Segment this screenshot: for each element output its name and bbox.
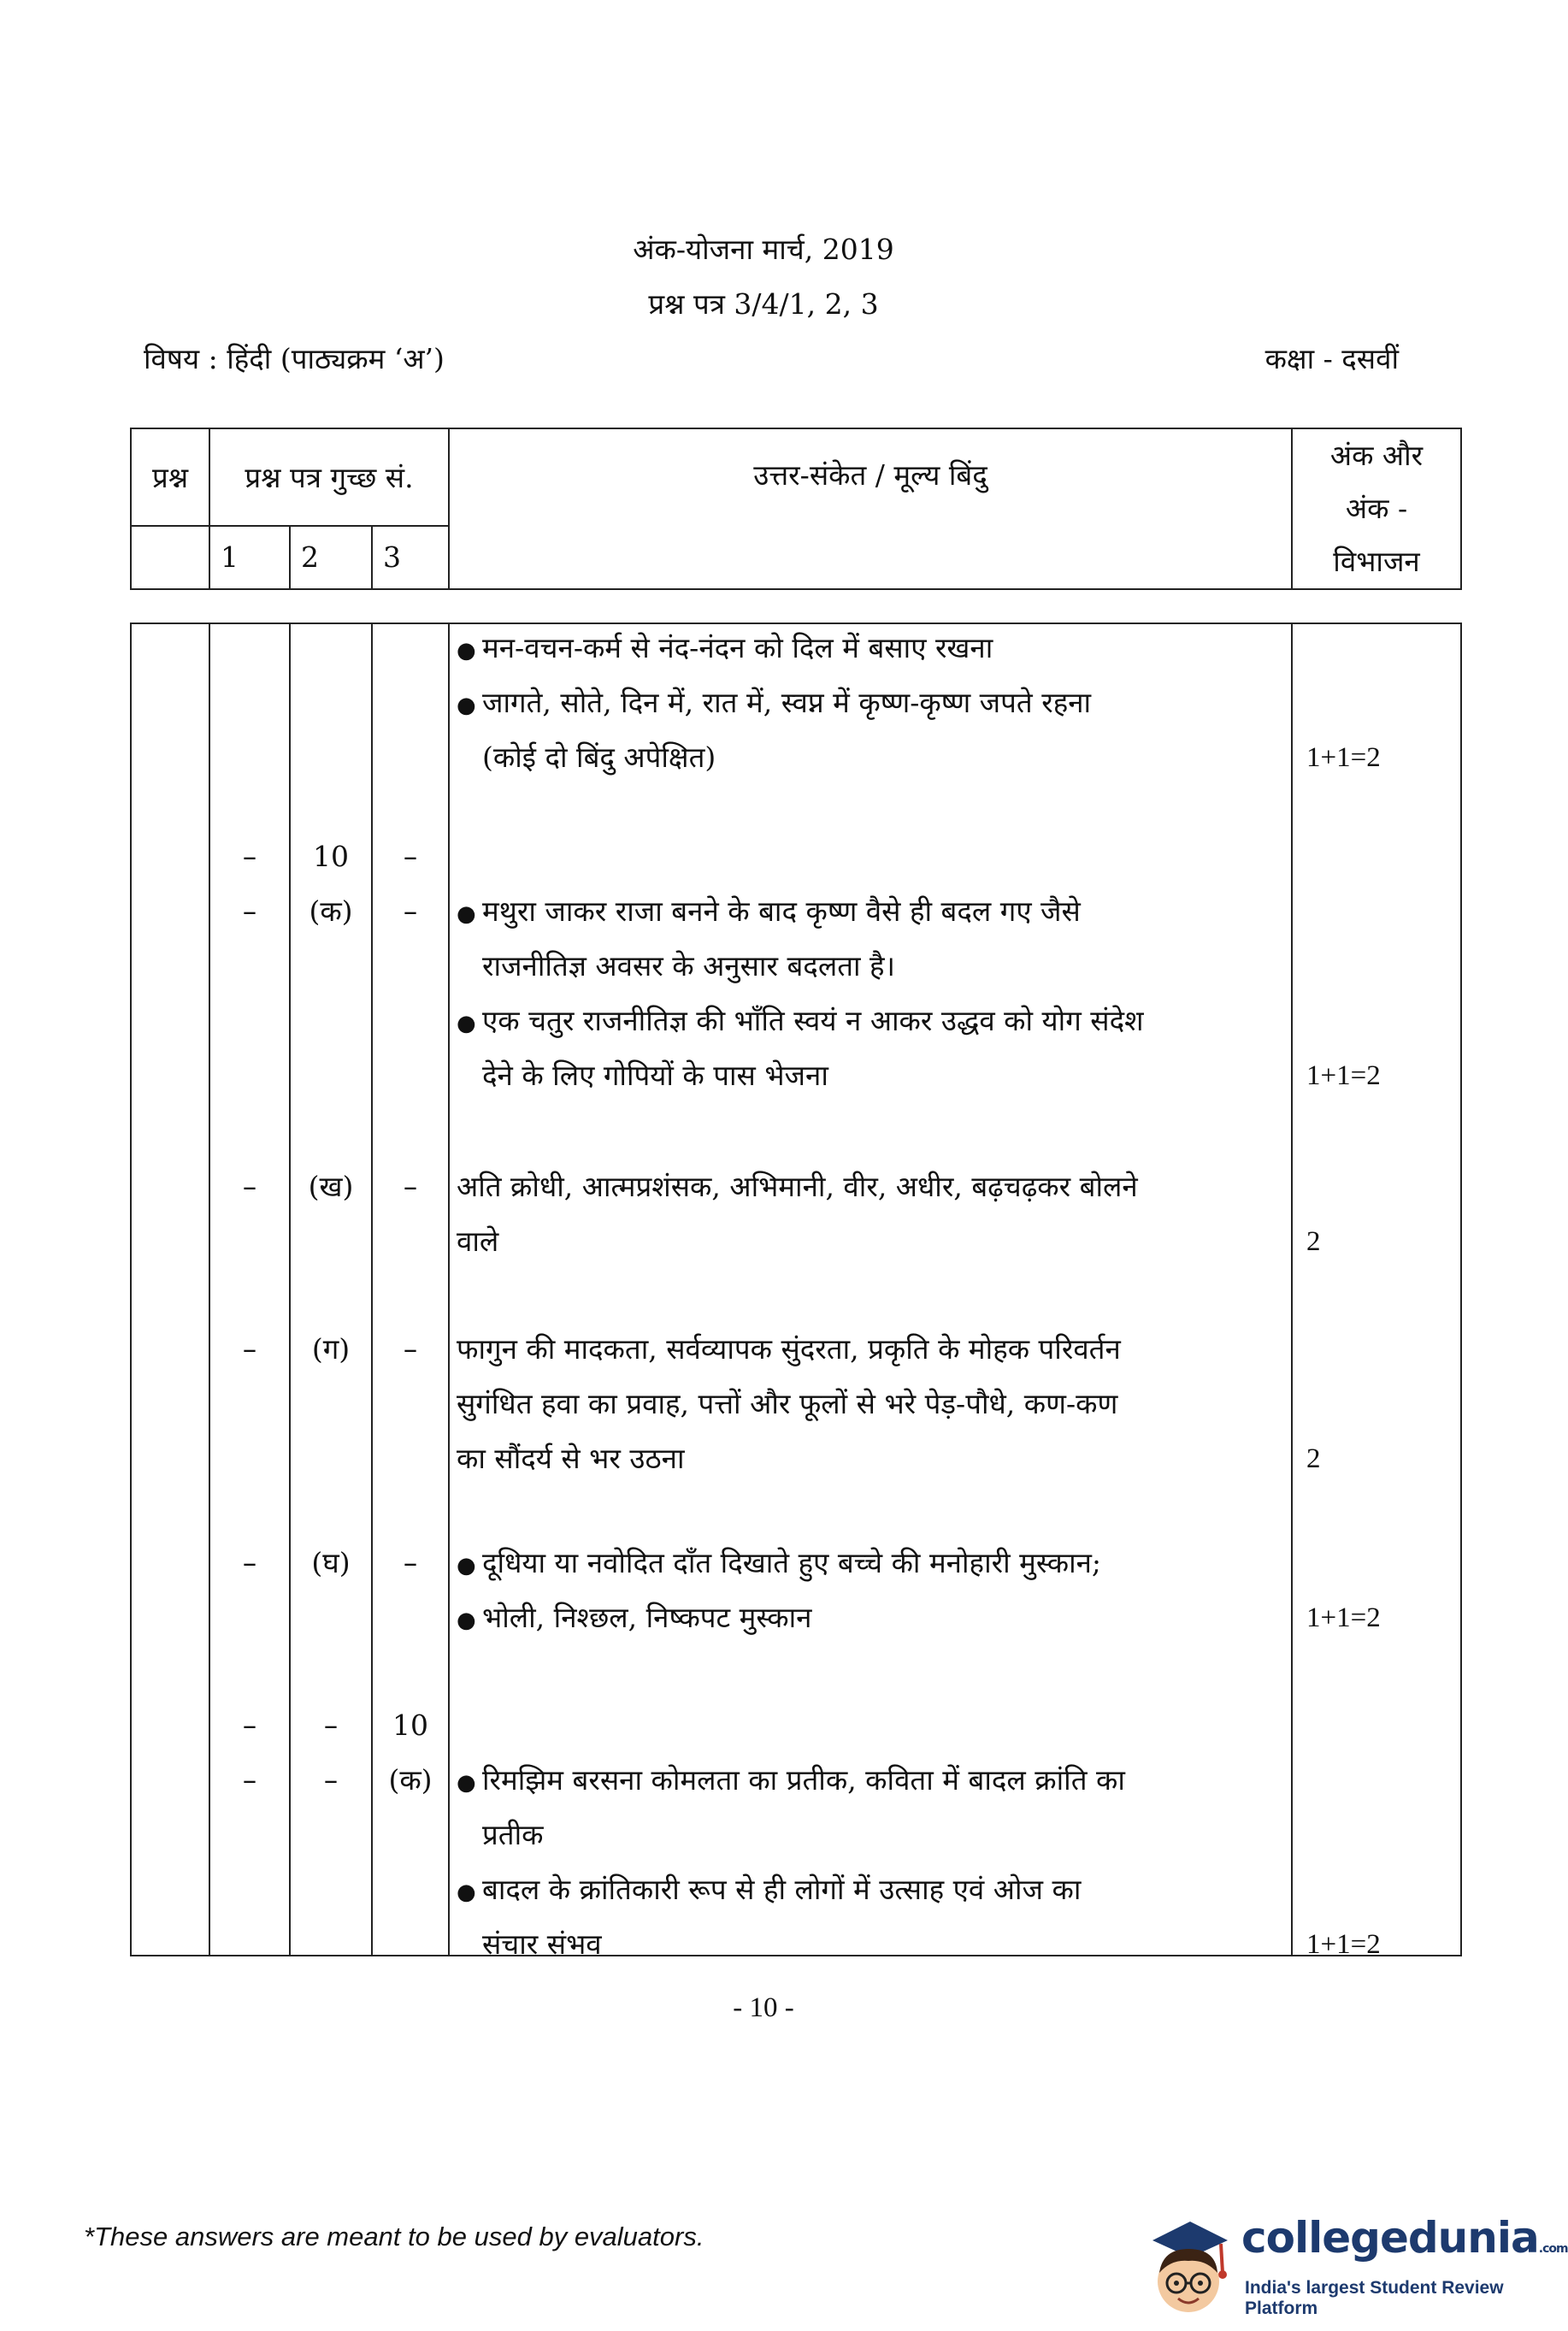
set-2-part-gha: (घ) [311, 1546, 351, 1579]
page-number: - 10 - [733, 1992, 794, 2023]
set-3-col [373, 624, 448, 1955]
answer-r6-point-2-cont: संचार संभव [482, 1927, 602, 1961]
logo-wordmark: collegedunia.com [1241, 2213, 1568, 2263]
header-table [130, 428, 1462, 590]
header-answer-col: उत्तर-संकेत / मूल्य बिंदु [449, 428, 1292, 589]
answer-r4-line-3: का सौंदर्य से भर उठना [457, 1442, 685, 1475]
header-set-1: 1 [209, 526, 290, 589]
set-3-question-number: 10 [392, 1708, 428, 1742]
answer-r5-point-1: ● दूधिया या नवोदित दाँत दिखाते हुए बच्चे की मनोहारी मुस्कान; [457, 1544, 1101, 1584]
set-2-r6-top: – [323, 1708, 339, 1742]
answer-r6-point-2: ● बादल के क्रांतिकारी रूप से ही लोगों में उत्साह एवं ओज का [457, 1871, 1081, 1911]
answer-r1-point-1: ● मन-वचन-कर्म से नंद-नंदन को दिल में बसाए रखना [457, 629, 993, 670]
set-3-part-ka: (क) [388, 1763, 433, 1797]
logo-tagline: India's largest Student Review Platform [1245, 2278, 1504, 2318]
bullet-icon: ● [457, 638, 476, 664]
bullet-icon: ● [457, 1770, 476, 1796]
set-2-col [291, 624, 371, 1955]
set-3-r3: – [403, 1170, 418, 1203]
answer-r3-line-1: अति क्रोधी, आत्मप्रशंसक, अभिमानी, वीर, अधीर, बढ़चढ़कर बोलने [457, 1170, 1138, 1203]
set-3-r2-top: – [403, 840, 418, 873]
answer-table [130, 623, 1462, 1961]
answer-r6-point-1-cont: प्रतीक [482, 1818, 544, 1851]
answer-r2-point-2: ● एक चतुर राजनीतिज्ञ की भाँति स्वयं न आकर उद्धव को योग संदेश [457, 1002, 1144, 1042]
header-blank-cell [131, 526, 209, 589]
question-paper-code: प्रश्न पत्र 3/4/1, 2, 3 [648, 287, 879, 321]
marks-r6: 1+1=2 [1306, 1929, 1381, 1960]
bullet-icon: ● [457, 1880, 476, 1905]
answer-r2-point-1-cont: राजनीतिज्ञ अवसर के अनुसार बदलता है। [482, 949, 896, 983]
set-1-r2-bottom: – [242, 894, 257, 928]
answer-r6-point-1: ● रिमझिम बरसना कोमलता का प्रतीक, कविता में बादल क्रांति का [457, 1762, 1125, 1802]
answer-col [450, 624, 1291, 1961]
bullet-icon: ● [457, 1011, 476, 1036]
marks-r3: 2 [1306, 1226, 1321, 1257]
answer-r4-line-1: फागुन की मादकता, सर्वव्यापक सुंदरता, प्रकृति के मोहक परिवर्तन [457, 1332, 1121, 1366]
marks-r1: 1+1=2 [1306, 742, 1381, 773]
bullet-icon: ● [457, 901, 476, 927]
set-2-r6-bottom: – [323, 1763, 339, 1797]
marks-r4: 2 [1306, 1443, 1321, 1474]
header-set-3: 3 [372, 526, 449, 589]
marking-scheme-title: अंक-योजना मार्च, 2019 [633, 233, 894, 266]
collegedunia-logo[interactable] [1137, 2206, 1568, 2326]
answer-r1-note: (कोई दो बिंदु अपेक्षित) [482, 741, 716, 774]
bullet-icon: ● [457, 1608, 476, 1633]
marks-col [1293, 624, 1460, 1960]
set-1-r3: – [242, 1170, 257, 1203]
answer-r4-line-2: सुगंधित हवा का प्रवाह, पत्तों और फूलों से भरे पेड़-पौधे, कण-कण [457, 1387, 1118, 1420]
set-3-r5: – [403, 1546, 418, 1579]
header-set-col: प्रश्न पत्र गुच्छ सं. [209, 428, 449, 526]
set-3-r2-bottom: – [403, 894, 418, 928]
set-2-question-number: 10 [313, 840, 349, 873]
bullet-icon: ● [457, 1553, 476, 1579]
header-marks-col: अंक और अंक - विभाजन [1292, 428, 1461, 589]
marks-r2: 1+1=2 [1306, 1060, 1381, 1091]
question-col [132, 624, 209, 1955]
set-1-col [210, 624, 289, 1955]
evaluator-footnote: *These answers are meant to be used by evaluators. [84, 2222, 704, 2251]
answer-r2-point-2-cont: देने के लिए गोपियों के पास भेजना [482, 1059, 828, 1092]
set-2-part-ka: (क) [309, 894, 353, 928]
answer-r3-line-2: वाले [457, 1225, 499, 1258]
set-1-r2-top: – [242, 840, 257, 873]
set-2-part-kha: (ख) [308, 1170, 354, 1203]
answer-r1-point-2: ● जागते, सोते, दिन में, रात में, स्वप्न में कृष्ण-कृष्ण जपते रहना [457, 684, 1091, 724]
header-set-2: 2 [290, 526, 372, 589]
student-mascot-icon [1137, 2206, 1240, 2326]
set-1-r6-bottom: – [242, 1763, 257, 1797]
answer-r5-point-2: ● भोली, निश्छल, निष्कपट मुस्कान [457, 1599, 811, 1639]
set-2-part-ga: (ग) [311, 1332, 351, 1366]
set-1-r4: – [242, 1332, 257, 1366]
set-1-r6-top: – [242, 1708, 257, 1742]
marks-r5: 1+1=2 [1306, 1602, 1381, 1633]
subject-label: विषय : हिंदी (पाठ्यक्रम ‘अ’) [144, 342, 445, 375]
set-3-r4: – [403, 1332, 418, 1366]
class-label: कक्षा - दसवीं [1264, 342, 1399, 375]
bullet-icon: ● [457, 693, 476, 718]
header-question-col: प्रश्न [131, 428, 209, 526]
answer-r2-point-1: ● मथुरा जाकर राजा बनने के बाद कृष्ण वैसे ही बदल गए जैसे [457, 893, 1081, 933]
set-1-r5: – [242, 1546, 257, 1579]
